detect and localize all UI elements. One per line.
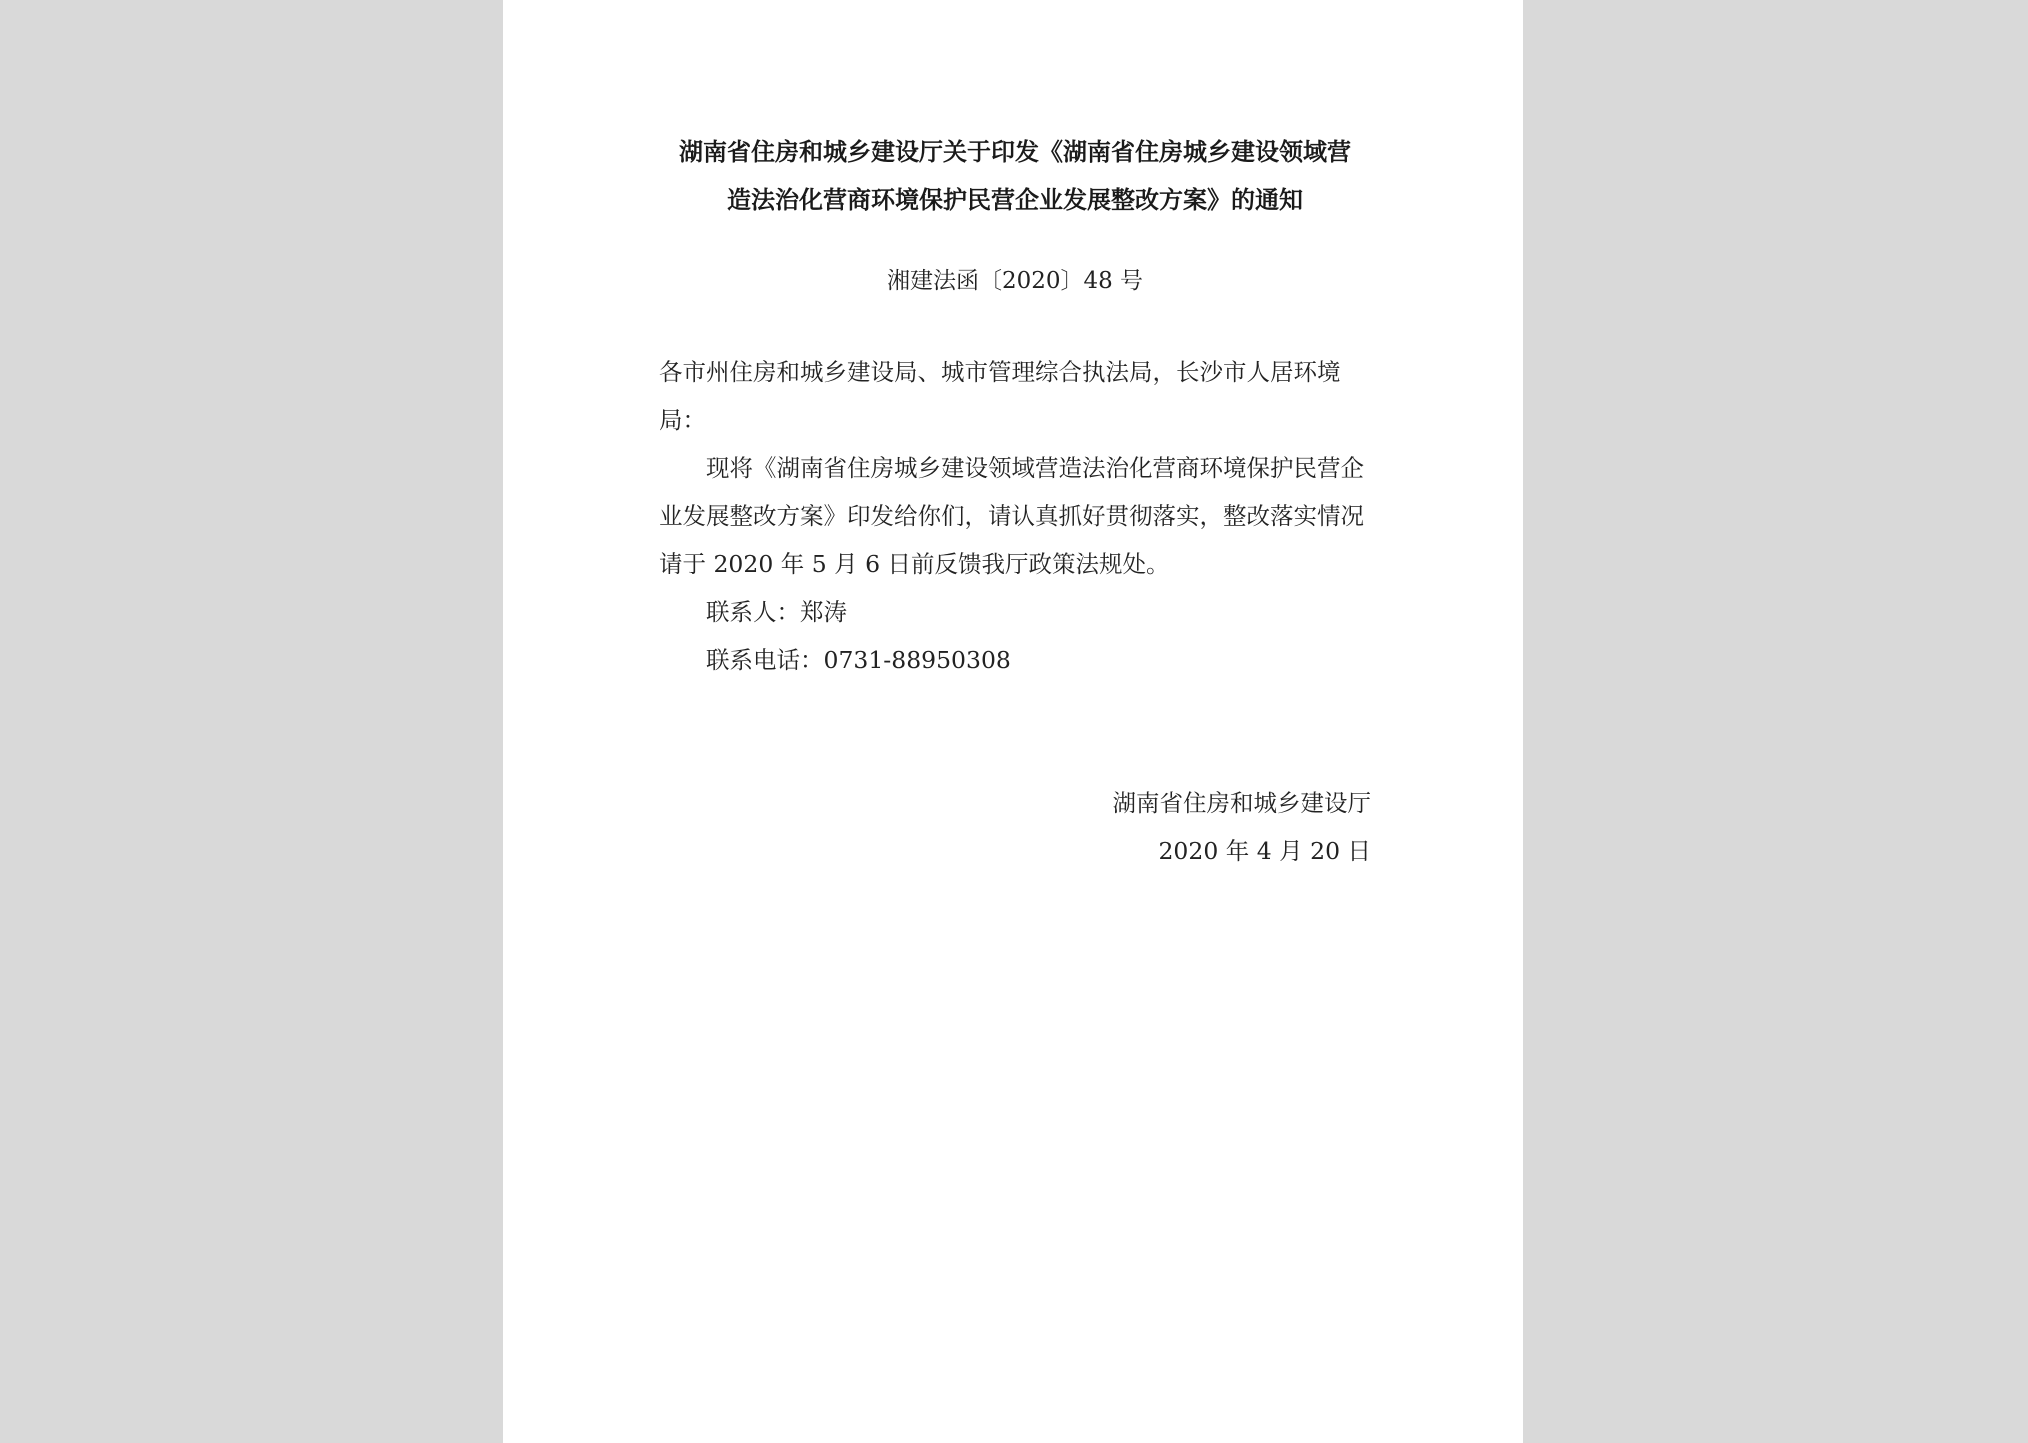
main-paragraph: 现将《湖南省住房城乡建设领域营造法治化营商环境保护民营企业发展整改方案》印发给你们，请认真抓好贯彻落实，整改落实情况请于 2020 年 5 月 6 日前反馈我厅政策法规处。	[659, 454, 1364, 578]
title-line-1: 湖南省住房和城乡建设厅关于印发《湖南省住房城乡建设领域营	[679, 138, 1351, 166]
contact-person: 联系人：郑涛	[706, 598, 847, 626]
contact-phone: 联系电话：0731-88950308	[706, 646, 1011, 674]
recipient-line: 各市州住房和城乡建设局、城市管理综合执法局，长沙市人居环境局：	[659, 358, 1341, 434]
title-line-2: 造法治化营商环境保护民营企业发展整改方案》的通知	[727, 186, 1303, 214]
document-body	[659, 348, 1371, 684]
document-content	[659, 128, 1371, 875]
issue-date: 2020 年 4 月 20 日	[1158, 837, 1371, 865]
document-title	[659, 128, 1371, 224]
issuer-name: 湖南省住房和城乡建设厅	[1112, 789, 1371, 817]
document-page	[503, 0, 1523, 1443]
signature-block	[659, 779, 1371, 875]
document-number: 湘建法函〔2020〕48 号	[886, 268, 1144, 294]
